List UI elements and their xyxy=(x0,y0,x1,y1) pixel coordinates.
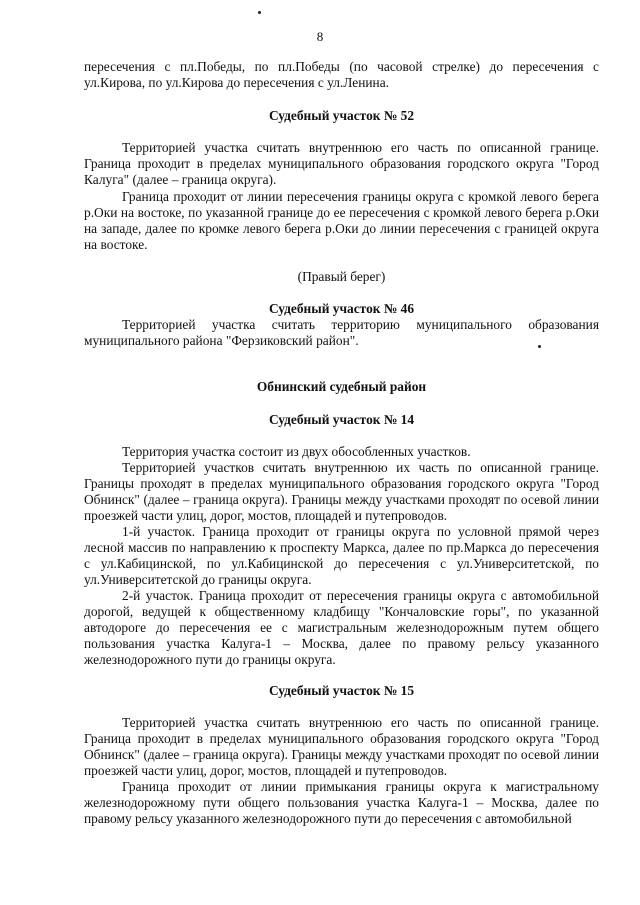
s15-paragraph-1: Территорией участка считать внутреннюю его часть по описанной границе. Граница проходит в пределах муниципального образования городского округа "Город Обнинск" (далее – граница округа). Границы между участками проходят по осевой линии проезжей части улиц, дорог, мостов, площадей и путепроводов. xyxy=(84,715,599,778)
s14-paragraph-1: Территория участка состоит из двух обособленных участков. xyxy=(122,444,471,459)
scan-speck xyxy=(258,11,261,14)
s14-paragraph-3: 1-й участок. Граница проходит от границы округа по условной прямой через лесной массив по направлению к проспекту Маркса, далее по пр.Маркса до пересечения с ул.Кабицинской, по ул.Кабицинской до пересечения с ул.Университетской, по ул.Университетской до границы округа. xyxy=(84,524,599,587)
section-title-46: Судебный участок № 46 xyxy=(268,301,415,316)
s52-paragraph-1: Территорией участка считать внутреннюю его часть по описанной границе. Граница проходит в пределах муниципального образования городского округа "Город Калуга" (далее – граница округа). xyxy=(84,140,599,187)
s15-paragraph-2: Граница проходит от линии примыкания границы округа к магистральному железнодорожному пути общего пользования участка Калуга-1 – Москва, далее по правому рельсу указанного железнодорожного пути до пересечения с автомобильной xyxy=(84,779,599,826)
district-title: Обнинский судебный район xyxy=(256,379,427,394)
s52-paragraph-2: Граница проходит от линии пересечения границы округа с кромкой левого берега р.Оки на востоке, по указанной границе до ее пересечения с кромкой левого берега р.Оки на западе, далее по кромке левого берега р.Оки до линии пересечения с границей округа на востоке. xyxy=(84,189,599,252)
intro-paragraph: пересечения с пл.Победы, по пл.Победы (по часовой стрелке) до пересечения с ул.Кирова, по ул.Кирова до пересечения с ул.Ленина. xyxy=(84,59,599,90)
section-title-15: Судебный участок № 15 xyxy=(268,683,415,698)
section-title-14: Судебный участок № 14 xyxy=(268,412,415,427)
s14-paragraph-2: Территорией участков считать внутреннюю их часть по описанной границе. Границы проходят в пределах муниципального образования городского округа "Город Обнинск" (далее – граница округа). Границы между участками проходят по осевой линии проезжей части улиц, дорог, мостов, площадей и путепроводов. xyxy=(84,460,599,523)
right-bank-label: (Правый берег) xyxy=(297,269,386,284)
s14-paragraph-4: 2-й участок. Граница проходит от пересечения границы округа с автомобильной дорогой, ведущей к общественному кладбищу "Кончаловские горы", по указанной автодороге до пересечения ее с магистральным железнодорожным путем общего пользования участка Калуга-1 – Москва, далее по правому рельсу указанного железнодорожного пути до границы округа. xyxy=(84,588,599,667)
s46-paragraph-1: Территорией участка считать территорию муниципального образования муниципального района "Ферзиковский район". xyxy=(84,317,599,348)
page-number: 8 xyxy=(316,29,324,44)
section-title-52: Судебный участок № 52 xyxy=(268,108,415,123)
